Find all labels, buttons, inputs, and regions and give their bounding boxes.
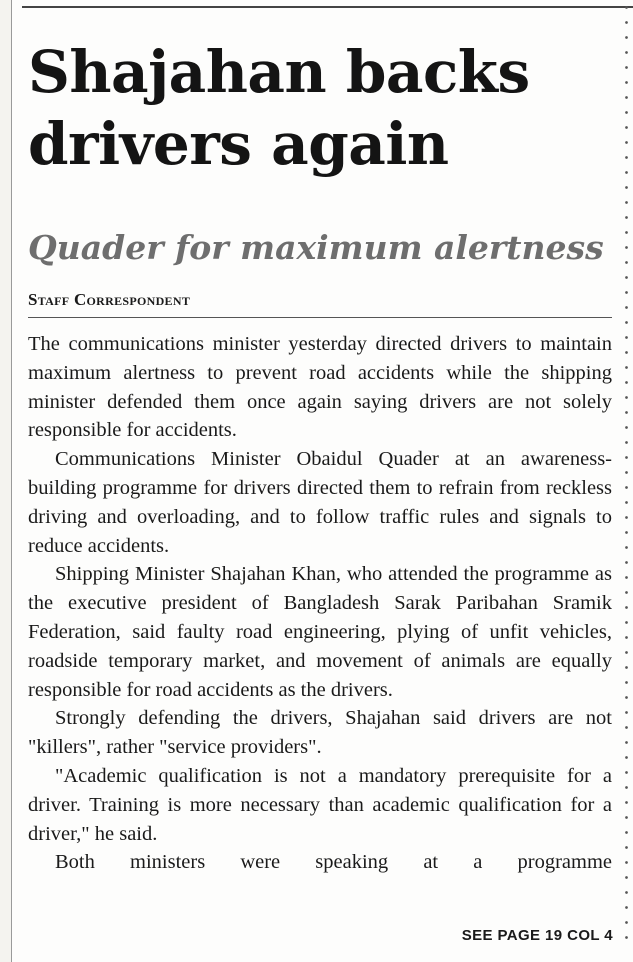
left-column-rule [11,0,12,962]
paragraph: Shipping Minister Shajahan Khan, who attended the programme as the executive president of Bangladesh Sarak Paribahan Sramik Federation, said faulty road engineering, plying of unfit vehicles, roadside temporary market, and movement of animals are equally responsible for road accidents as the drivers. [28,563,612,701]
paragraph: Both ministers were speaking at a programme [55,851,612,874]
paragraph: Strongly defending the drivers, Shajahan said drivers are not "killers", rather "service providers". [28,707,612,759]
continuation-note: SEE PAGE 19 COL 4 [461,927,613,944]
subheadline: Quader for maximum alertness [28,228,604,267]
headline: Shajahan backs drivers again [28,38,530,178]
article-body [28,330,612,877]
paragraph: The communications minister yesterday directed drivers to maintain maximum alertness to prevent road accidents while the shipping minister defended them once again saying drivers are not solely responsible for accidents. [28,333,612,442]
paragraph: Communications Minister Obaidul Quader at an awareness-building programme for drivers directed them to refrain from reckless driving and overloading, and to follow traffic rules and signals to reduce accidents. [28,448,612,557]
byline: Staff Correspondent [28,290,191,309]
byline-rule [28,317,612,318]
paragraph: "Academic qualification is not a mandatory prerequisite for a driver. Training is more necessary than academic qualification for a driver," he said. [28,764,612,845]
top-rule [22,6,633,8]
left-margin [0,0,11,962]
